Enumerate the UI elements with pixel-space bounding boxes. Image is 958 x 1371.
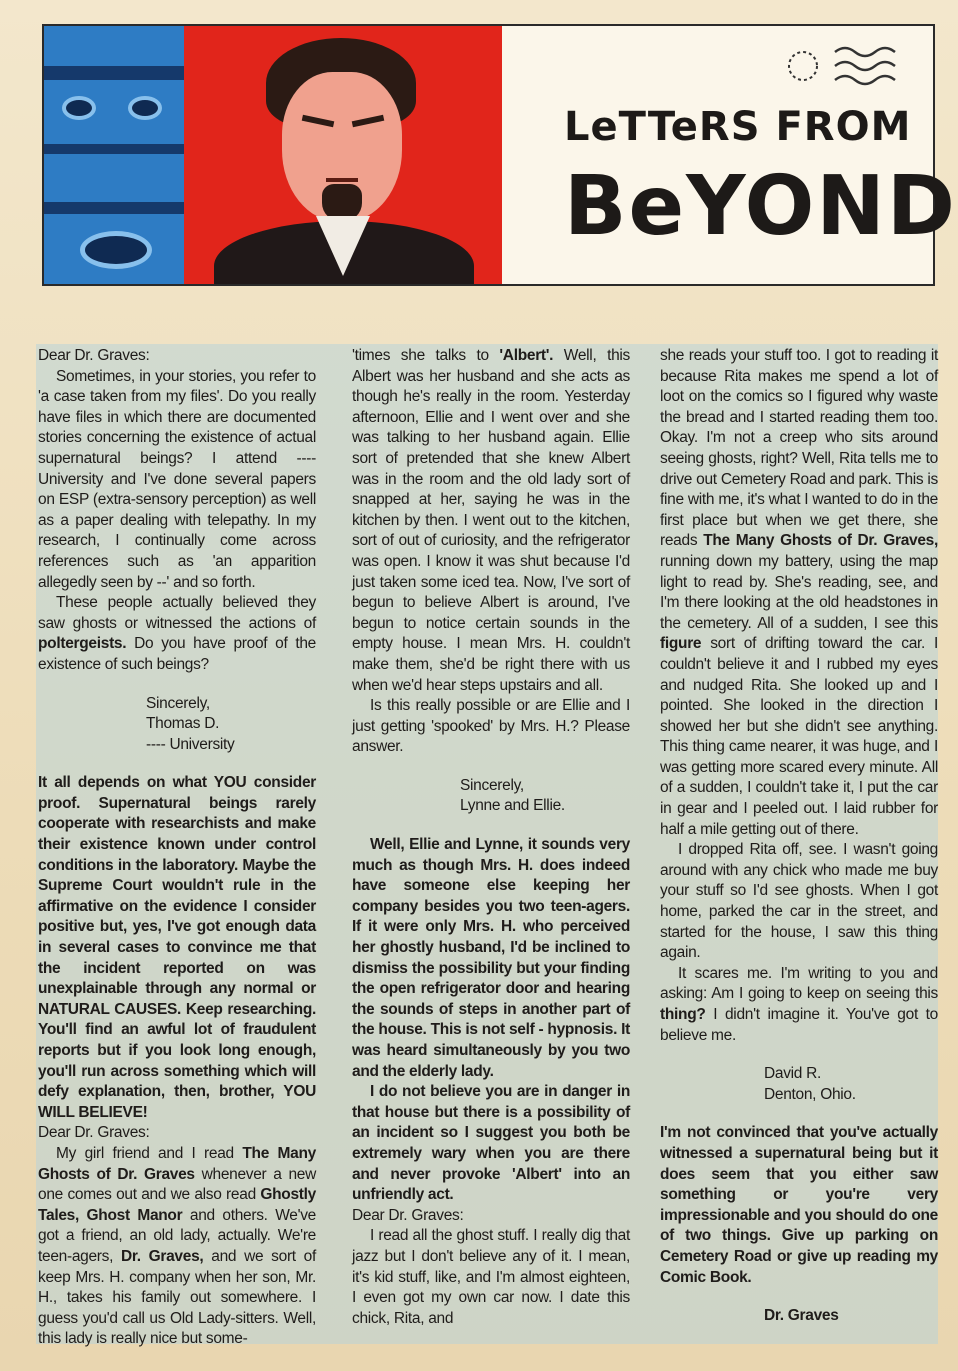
letter-2-paragraph-3: Is this really possible or are Ellie and I just getting 'spooked' by Mrs. H.? Please answer. [352,697,630,756]
letter-2-salutation: Dear Dr. Graves: [38,1124,150,1142]
letter-2-signature: Sincerely, Lynne and Ellie. [460,776,565,815]
reply-2-paragraph-1: Well, Ellie and Lynne, it sounds very much as though Mrs. H. does indeed have someone else keeping her company besides you two teen-agers. If it were only Mrs. H. who perceived her ghostly husband, I'd be inclined to dismiss the possibility but your finding the open refrigerator door and hearing the sounds of steps in another part of the house. This is not self - hypnosis. It was heard simultaneously by you two and the elderly lady. [352,836,630,1080]
title-beyond: BeYOND [564,159,957,254]
totem-illustration [44,26,184,284]
letter-2-paragraph-2: 'times she talks to 'Albert'. Well, this Albert was her husband and she acts as though he's really in the room. Yesterday afternoon, Ellie and I went over and she was talking to her husband again. Ellie sort of pretended that she knew Albert was in the room and the old lady sort of snapped at her, saying he was in the kitchen by then. I went out to the kitchen, sort of out of curiosity, and the refrigerator was open. I know it was shut because I'd just taken some iced tea. Now, I've sort of begun to believe Albert is around, I've begun to notice certain sounds in the empty house. I mean Mrs. H. couldn't make them, she'd be right there with us when we'd hear steps upstairs and all. [352,347,630,694]
column-1 [38,346,316,1350]
reply-3-signature: Dr. Graves [764,1307,839,1325]
title-letters-from: LeTTeRS FROM [564,104,912,150]
dr-graves-portrait [184,26,502,284]
letter-3-signature: David R. Denton, Ohio. [764,1065,856,1103]
letter-1-signature: Sincerely, Thomas D. ---- University [146,694,235,753]
letter-3-paragraph-3: I dropped Rita off, see. I wasn't going around with any chick who made me buy your stuff so I'd see ghosts. When I got home, parked the car in the street, and started for the house, I saw this thing again. [660,841,938,962]
letter-3-salutation: Dear Dr. Graves: [352,1206,464,1224]
column-3 [660,346,938,1345]
letter-3-paragraph-2: she reads your stuff too. I got to reading it because Rita makes me spend a lot of loot on the comics so I figured why waste the bread and I started reading them too. Okay. I'm not a creep who sits around seeing ghosts, right? Well, Rita tells me to drive out Cemetery Road and park. This is fine with me, it's what I wanted to do in the first place but when we get there, she reads The Many Ghosts of Dr. Graves, running down my battery, using the map light to read by. She's reading, see, and I'm there looking at the old headstones in the cemetery. All of a sudden, I see this figure sort of drifting toward the car. I couldn't believe it and I rubbed my eyes and nudged Rita. She looked up and I pointed. She looked in the direction I showed her but she didn't see anything. This thing came nearer, it was huge, and I was getting more scared every minute. All of a sudden, I couldn't take it, I put the car in gear and I peeled out. I laid rubber for half a mile getting out of there. [660,347,938,838]
letter-1-paragraph-1: Sometimes, in your stories, you refer to 'a case taken from my files'. Do you really have files in which there are documented stories concerning the existence of actual supernatural beings? I attend ---- University and I've done several papers on ESP (extra-sensory perception) as well as a paper dealing with telepathy. In my research, I continually come across references such as 'an apparition allegedly seen by --' and so forth. [38,367,316,591]
letter-3-paragraph-4: It scares me. I'm writing to you and asking: Am I going to keep on seeing this thing? I didn't imagine it. You've got to believe me. [660,964,938,1044]
letter-1-paragraph-2: These people actually believed they saw ghosts or witnessed the actions of poltergeists. Do you have proof of the existence of such beings? [38,594,316,673]
reply-2-paragraph-2: I do not believe you are in danger in that house but there is a possibility of an incident so I suggest you both be extremely wary when you are there and never provoke 'Albert' into an unfriendly act. [352,1083,630,1204]
letter-1-salutation: Dear Dr. Graves: [38,347,150,364]
title-area [514,26,957,284]
spiderweb-doodle-icon [775,40,915,92]
letter-3-paragraph-1: I read all the ghost stuff. I really dig that jazz but I don't believe any of it. I mean, it's kid stuff, like, and I'm almost eighteen, I even got my own car now. I date this chick, Rita, and [352,1227,630,1327]
letters-header-banner [42,24,957,286]
reply-1: It all depends on what YOU consider proof. Supernatural beings rarely cooperate with researchists and make their existence known under control conditions in the laboratory. Maybe the Supreme Court wouldn't rule in the affirmative on the evidence I consider positive but, yes, I've got enough data in several cases to convince me that the incident reported on was unexplainable through any normal or NATURAL CAUSES. Keep researching. You'll find an awful lot of fraudulent reports but if you look long enough, you'll run across something which will defy explanation, then, brother, YOU WILL BELIEVE! [38,774,316,1121]
letter-2-paragraph-1: My girl friend and I read The Many Ghosts of Dr. Graves whenever a new one comes out and we also read Ghostly Tales, Ghost Manor and others. We've got a friend, an old lady, actually. We're teen-agers, Dr. Graves, and we sort of keep Mrs. H. company when her son, Mr. H., takes his family out somewhere. I guess you'd call us Old Lady-sitters. Well, this lady is really nice but some- [38,1144,317,1348]
column-2 [352,346,630,1329]
reply-3: I'm not convinced that you've actually witnessed a supernatural being but it does seem that you either saw something or you're very impressionable and you should do one of two things. Give up parking on Cemetery Road or give up reading my Comic Book. [660,1124,938,1286]
